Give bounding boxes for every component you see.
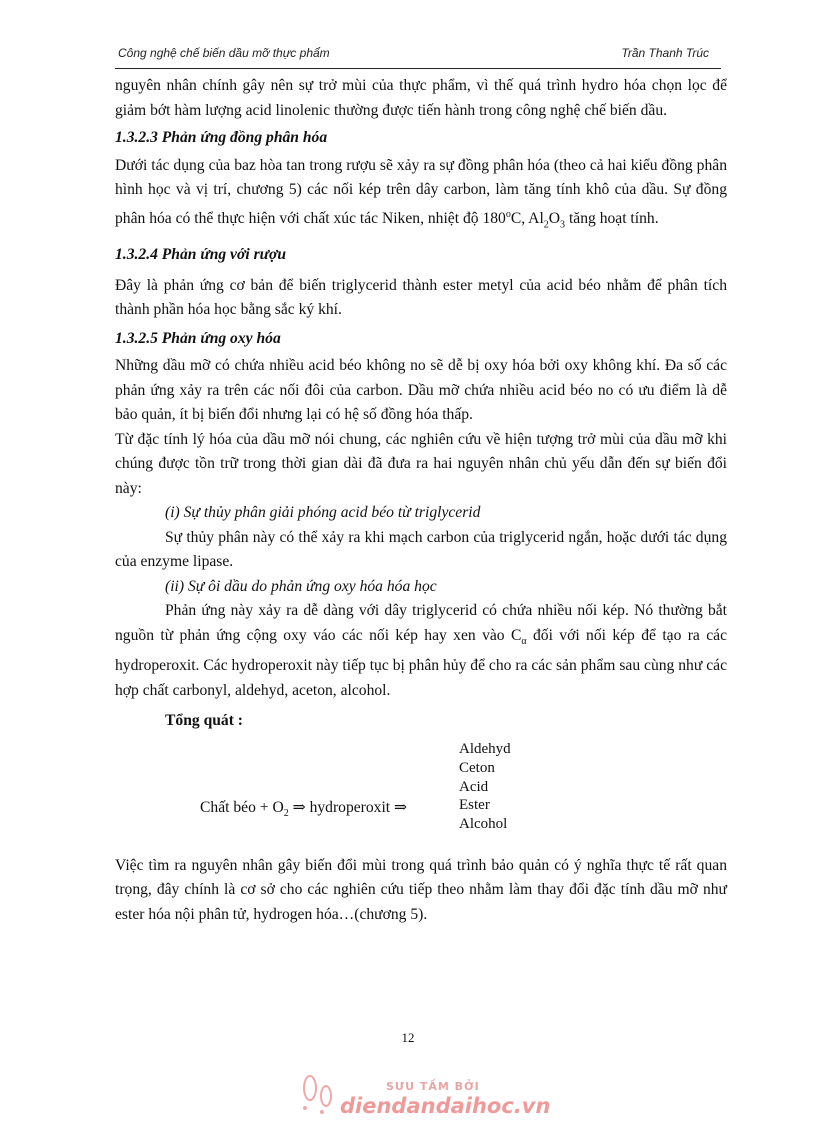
product-item: Alcohol [459, 816, 508, 833]
product-item: Acid [459, 778, 489, 795]
general-label: Tổng quát : [165, 712, 243, 730]
cause-2-text: Phản ứng này xảy ra dễ dàng với dây triglycerid có chứa nhiều nối kép. Nó thường bắt nguồn từ phản ứng cộng oxy váo các nối kép hay xen vào $C_\alpha$ đối với nối kép để tạo ra các hydroperoxit. Các hydroperoxit này tiếp tục bị phân hủy để cho ra các sản phẩm sau cùng như các hợp chất carbonyl, aldehyd, aceton, alcohol. [115, 602, 727, 699]
isomerization-paragraph: Dưới tác dụng của baz hòa tan trong rượu sẽ xảy ra sự đồng phân hóa (theo cả hai kiểu đồng phân hình học và vị trí, chương 5) các nối kép trên dây carbon, làm tăng tính khô của dầu. Sự đồng phân hóa có thể thực hiện với chất xúc tác Niken, nhiệt độ 180$^o$C, $Al_2O_3$ tăng hoạt tính. [115, 156, 727, 230]
product-item: Aldehyd [459, 740, 511, 757]
reaction-formula [115, 736, 727, 854]
footprints-icon [296, 1072, 344, 1116]
document-body [115, 74, 727, 927]
product-item: Ester [459, 797, 490, 814]
oxidation-paragraph-1: Những dầu mỡ có chứa nhiều acid béo không no sẽ dễ bị oxy hóa bởi oxy không khí. Đa số các phản ứng xảy ra trên các nối đôi của carbon. Dầu mỡ chứa nhiều acid béo no có ưu điểm là dễ bảo quản, ít bị biến đổi nhưng lại có hệ số đồng hóa thấp. [115, 357, 727, 424]
header-title: Công nghệ chế biến dầu mỡ thực phẩm [118, 46, 330, 60]
conclusion-paragraph: Việc tìm ra nguyên nhân gây biến đổi mùi trong quá trình bảo quản có ý nghĩa thực tế rất quan trọng, đây chính là cơ sở cho các nghiên cứu tiếp theo nhằm làm thay đổi đặc tính dầu mỡ như ester hóa nội phân tử, hydrogen hóa…(chương 5). [115, 856, 727, 923]
cause-1-heading: (i) Sự thủy phân giải phóng acid béo từ triglycerid [165, 504, 481, 522]
page-header [115, 46, 721, 66]
intro-paragraph: nguyên nhân chính gây nên sự trở mùi của thực phẩm, vì thế quá trình hydro hóa chọn lọc để giảm bớt hàm lượng acid linolenic thường được tiến hành trong công nghệ chế biến dầu. [115, 77, 727, 119]
product-item: Ceton [459, 759, 495, 776]
section-heading-oxidation: 1.3.2.5 Phản ứng oxy hóa [115, 329, 281, 347]
cause-2-heading: (ii) Sự ôi dầu do phản ứng oxy hóa hóa học [165, 577, 437, 595]
section-heading-alcohol: 1.3.2.4 Phản ứng với rượu [115, 246, 287, 264]
header-author: Trần Thanh Trúc [621, 46, 709, 60]
header-rule [115, 68, 721, 69]
formula-lhs: Chất béo + $O_2$ ⇒ hydroperoxit ⇒ [200, 798, 408, 820]
formula-products [459, 740, 511, 834]
cause-1-text: Sự thủy phân này có thể xảy ra khi mạch carbon của triglycerid ngắn, hoặc dưới tác dụng của enzyme lipase. [115, 528, 727, 571]
watermark-caption: SƯU TẦM BỞI [386, 1080, 480, 1093]
page-number: 12 [401, 1030, 415, 1045]
oxidation-paragraph-2: Từ đặc tính lý hóa của dầu mỡ nói chung, các nghiên cứu về hiện tượng trở mùi của dầu mỡ khi chúng được tồn trữ trong thời gian dài đã đưa ra hai nguyên nhân chủ yếu dẫn đến sự biến đổi này: [115, 430, 727, 497]
alcohol-paragraph: Đây là phản ứng cơ bản để biến triglycerid thành ester metyl của acid béo nhằm để phân tích thành phần hóa học bằng sắc ký khí. [115, 276, 727, 319]
watermark [296, 1070, 556, 1120]
watermark-site: diendandaihoc.vn [340, 1094, 551, 1118]
section-heading-isomerization: 1.3.2.3 Phản ứng đồng phân hóa [115, 129, 328, 146]
